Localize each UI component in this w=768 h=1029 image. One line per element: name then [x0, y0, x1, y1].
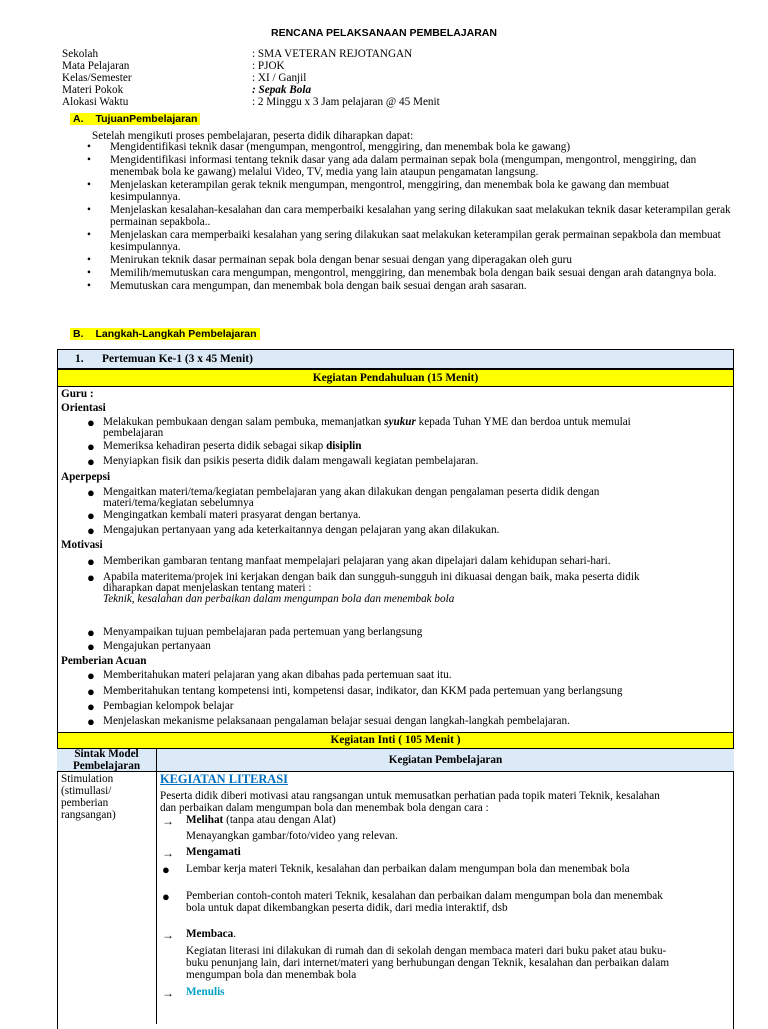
mengamati-item: Pemberian contoh-contoh materi Teknik, kesalahan dan perbaikan dalam mengumpan bola dan menembak [186, 890, 663, 902]
meeting-header: 1. Pertemuan Ke-1 (3 x 45 Menit) [57, 349, 734, 369]
orientasi-item: Melakukan pembukaan dengan salam pembuka, memanjatkan syukur kepada Tuhan YME dan berdoa untuk memulai [103, 416, 631, 428]
stimulation-label: Stimulation (stimullasi/ pemberian rangsangan) [61, 773, 116, 821]
mengamati-item: Lembar kerja materi Teknik, kesalahan dan perbaikan dalam mengumpan bola dan menembak bola [186, 863, 630, 875]
literasi-paragraph-cont: dan perbaikan dalam mengumpan bola dan menembak bola dengan cara : [160, 802, 489, 814]
bullet-icon: ● [87, 485, 95, 500]
apersepsi-item: Mengajukan pertanyaan yang ada keterkaitannya dengan pelajaran yang akan dilakukan. [103, 524, 500, 536]
bullet-icon: ● [87, 415, 95, 430]
page-title: RENCANA PELAKSANAAN PEMBELAJARAN [271, 27, 497, 39]
bullet-icon: ● [162, 889, 170, 904]
apersepsi-item: Mengingatkan kembali materi prasyarat dengan bertanya. [103, 509, 361, 521]
motivasi-topic: Teknik, kesalahan dan perbaikan dalam mengumpan bola dan menembak bola [103, 593, 455, 605]
bullet-icon: ● [87, 454, 95, 469]
info-row-subject: Mata Pelajaran : PJOK [62, 60, 285, 72]
table-header-syntax: Sintak Model Pembelajaran [57, 749, 157, 772]
bullet-icon: ● [87, 508, 95, 523]
menulis-heading: Menulis [186, 986, 225, 998]
list-item: • Menjelaskan keterampilan gerak teknik mengumpan, mengontrol, menggiring, dan menembak bola ke gawang dan membuat kesimpulannya. [84, 180, 734, 204]
literasi-paragraph: Peserta didik diberi motivasi atau rangsangan untuk memusatkan perhatian pada topik materi Teknik, kesalahan [160, 790, 660, 802]
bullet-icon: ● [87, 439, 95, 454]
motivasi-item: Memberikan gambaran tentang manfaat mempelajari pelajaran yang akan dipelajari dalam kehidupan sehari-hari. [103, 555, 611, 567]
info-row-topic: Materi Pokok : Sepak Bola [62, 84, 312, 96]
bullet-icon: ● [87, 554, 95, 569]
list-item: • Memutuskan cara mengumpan, dan menembak bola dengan baik sesuai dengan arah sasaran. [84, 281, 734, 293]
orientasi-item: Menyiapkan fisik dan psikis peserta didik dalam mengawali kegiatan pembelajaran. [103, 455, 479, 467]
orientasi-heading: Orientasi [61, 402, 106, 414]
motivasi-item: Menyampaikan tujuan pembelajaran pada pertemuan yang berlangsung [103, 626, 423, 638]
list-item: • Memilih/memutuskan cara mengumpan, mengontrol, menggiring, dan menembak bola dengan baik sesuai dengan arah datangnya bola. [84, 268, 734, 280]
bullet-icon: ● [162, 862, 170, 877]
column-divider [156, 772, 157, 1024]
bullet-icon: ● [87, 625, 95, 640]
arrow-icon: → [162, 814, 174, 828]
motivasi-item: Apabila materitema/projek ini kerjakan dengan baik dan sungguh-sungguh ini dikuasai dengan baik, maka peserta didik [103, 571, 640, 583]
literasi-heading: KEGIATAN LITERASI [160, 772, 288, 786]
list-item: • Mengidentifikasi informasi tentang teknik dasar yang ada dalam permainan sepak bola (mengumpan, mengontrol, menggiring, dan menembak bola ke gawang) melalui Video, TV, media yang lain ataupun pengamatan langsung. [84, 155, 734, 179]
list-item: • Mengidentifikasi teknik dasar (mengumpan, mengontrol, menggiring, dan menembak bola ke gawang) [84, 142, 734, 154]
bullet-icon: ● [87, 699, 95, 714]
mengamati-item-cont: bola untuk dapat dikembangkan peserta didik, dari media interaktif, dsb [186, 902, 508, 914]
guru-label: Guru : [61, 388, 94, 400]
bullet-icon: ● [87, 570, 95, 585]
acuan-item: Memberitahukan materi pelajaran yang akan dibahas pada pertemuan saat itu. [103, 669, 452, 681]
motivasi-item-cont: diharapkan dapat menjelaskan tentang materi : [103, 582, 312, 594]
bullet-icon: ● [87, 714, 95, 729]
apersepsi-heading: Aperpepsi [61, 471, 111, 483]
acuan-heading: Pemberian Acuan [61, 655, 147, 667]
list-item: • Menirukan teknik dasar permainan sepak bola dengan benar sesuai dengan yang diperagakan oleh guru [84, 255, 734, 267]
intro-activity-header: Kegiatan Pendahuluan (15 Menit) [57, 369, 734, 387]
bullet-icon: ● [87, 684, 95, 699]
core-activity-header: Kegiatan Inti ( 105 Menit ) [57, 732, 734, 749]
orientasi-item: Memeriksa kehadiran peserta didik sebagai sikap disiplin [103, 440, 362, 452]
membaca-heading: Membaca. [186, 928, 237, 940]
melihat-item: Melihat (tanpa atau dengan Alat) [186, 814, 336, 826]
list-item: • Menjelaskan kesalahan-kesalahan dan cara memperbaiki kesalahan yang sering dilakukan saat melakukan teknik dasar keterampilan gerak permainan sepakbola.. [84, 205, 734, 229]
acuan-item: Memberitahukan tentang kompetensi inti, kompetensi dasar, indikator, dan KKM pada pertemuan yang berlangsung [103, 685, 623, 697]
motivasi-item: Mengajukan pertanyaan [103, 640, 211, 652]
list-item: • Menjelaskan cara memperbaiki kesalahan yang sering dilakukan saat melakukan keterampilan gerak permainan sepakbola dan membuat kesimpulannya. [84, 230, 734, 254]
goals-list [84, 142, 734, 294]
table-header-activity: Kegiatan Pembelajaran [157, 749, 734, 772]
mengamati-heading: Mengamati [186, 846, 241, 858]
arrow-icon: → [162, 846, 174, 860]
orientasi-item-cont: pembelajaran [103, 427, 164, 439]
apersepsi-item: Mengaitkan materi/tema/kegiatan pembelajaran yang akan dilakukan dengan pengalaman peserta didik dengan [103, 486, 600, 498]
motivasi-heading: Motivasi [61, 539, 103, 551]
bullet-icon: ● [87, 668, 95, 683]
section-a-heading: A. TujuanPembelajaran [70, 113, 200, 125]
acuan-item: Menjelaskan mekanisme pelaksanaan pengalaman belajar sesuai dengan langkah-langkah pembelajaran. [103, 715, 570, 727]
section-b-heading: B. Langkah-Langkah Pembelajaran [70, 328, 260, 340]
bullet-icon: ● [87, 639, 95, 654]
info-row-school: Sekolah : SMA VETERAN REJOTANGAN [62, 48, 413, 60]
apersepsi-item-cont: materi/tema/kegiatan sebelumnya [103, 497, 254, 509]
melihat-desc: Menayangkan gambar/foto/video yang relevan. [186, 830, 398, 842]
membaca-paragraph-cont: mengumpan bola dan menembak bola [186, 969, 357, 981]
goals-intro: Setelah mengikuti proses pembelajaran, peserta didik diharapkan dapat: [92, 130, 414, 142]
membaca-paragraph-cont: buku penunjang lain, dari internet/materi yang berhubungan dengan Teknik, kesalahan dan perbaikan dalam [186, 957, 670, 969]
bullet-icon: ● [87, 523, 95, 538]
arrow-icon: → [162, 986, 174, 1000]
arrow-icon: → [162, 928, 174, 942]
info-row-time: Alokasi Waktu : 2 Minggu x 3 Jam pelajaran @ 45 Menit [62, 96, 440, 108]
membaca-paragraph: Kegiatan literasi ini dilakukan di rumah dan di sekolah dengan membaca materi dari buku paket atau buku- [186, 945, 667, 957]
acuan-item: Pembagian kelompok belajar [103, 700, 234, 712]
info-row-class: Kelas/Semester : XI / Ganjil [62, 72, 307, 84]
